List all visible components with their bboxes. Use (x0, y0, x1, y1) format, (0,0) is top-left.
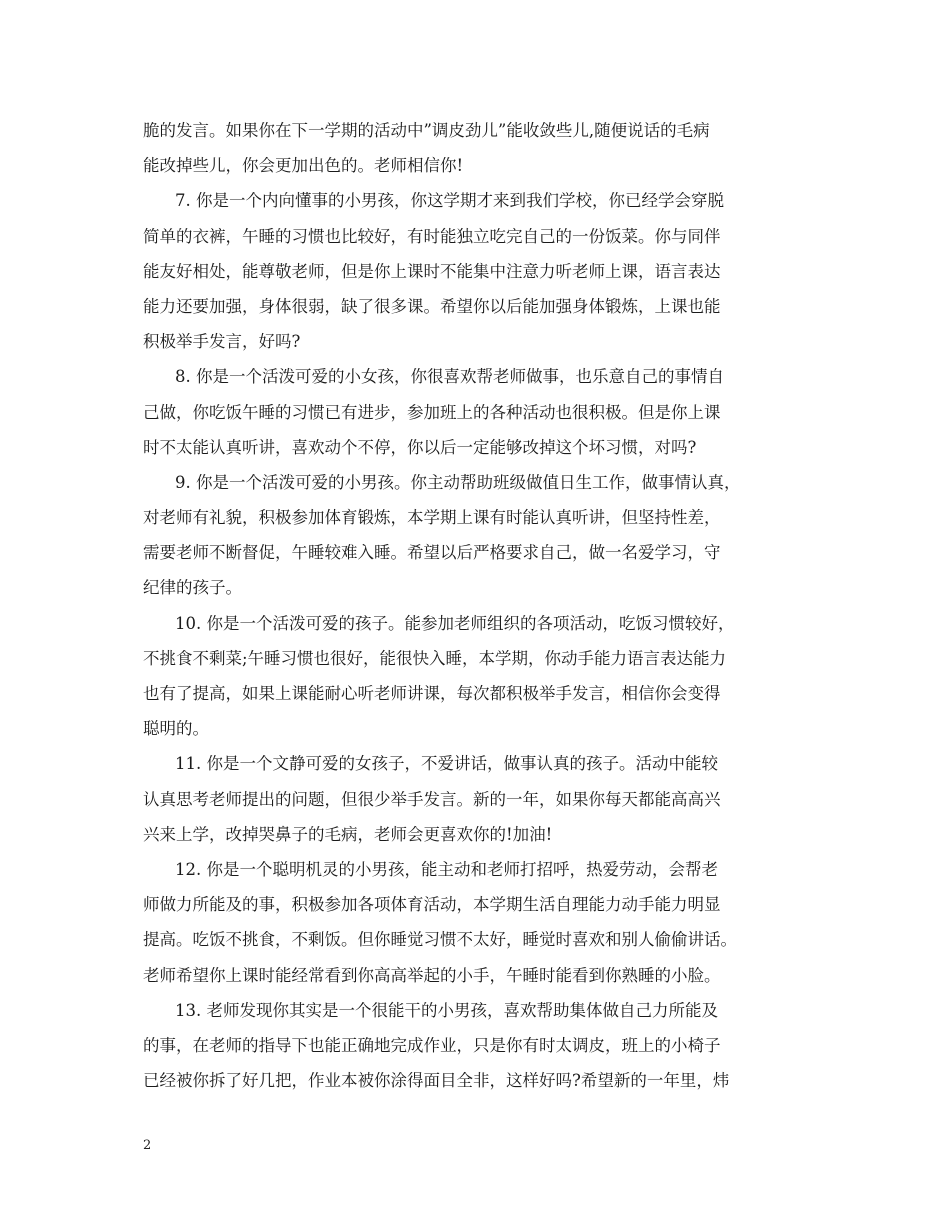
text-line: 兴来上学，改掉哭鼻子的毛病，老师会更喜欢你的!加油! (143, 824, 553, 844)
text-line: 需要老师不断督促，午睡较难入睡。希望以后严格要求自己，做一名爱学习，守 (143, 543, 721, 563)
text-line: 脆的发言。如果你在下一学期的活动中”调皮劲儿”能收敛些儿,随便说话的毛病 (143, 121, 710, 140)
page-number: 2 (143, 1138, 152, 1153)
text-line: 7. 你是一个内向懂事的小男孩，你这学期才来到我们学校，你已经学会穿脱 (175, 191, 724, 211)
text-line: 简单的衣裤，午睡的习惯也比较好，有时能独立吃完自己的一份饭菜。你与同伴 (143, 226, 721, 246)
text-line: 8. 你是一个活泼可爱的小女孩，你很喜欢帮老师做事，也乐意自己的事情自 (175, 367, 724, 387)
text-line: 师做力所能及的事，积极参加各项体育活动，本学期生活自理能力动手能力明显 (143, 895, 721, 915)
text-line: 提高。吃饭不挑食，不剩饭。但你睡觉习惯不太好，睡觉时喜欢和别人偷偷讲话。 (143, 930, 737, 950)
text-line: 老师希望你上课时能经常看到你高高举起的小手，午睡时能看到你熟睡的小脸。 (143, 965, 721, 985)
text-line: 纪律的孩子。 (143, 578, 242, 598)
text-line: 认真思考老师提出的问题，但很少举手发言。新的一年，如果你每天都能高高兴 (143, 789, 721, 809)
text-line: 己做，你吃饭午睡的习惯已有进步，参加班上的各种活动也很积极。但是你上课 (143, 402, 721, 422)
text-line: 11. 你是一个文静可爱的女孩子，不爱讲话，做事认真的孩子。活动中能较 (175, 754, 718, 774)
text-line: 时不太能认真听讲，喜欢动个不停，你以后一定能够改掉这个坏习惯，对吗? (143, 437, 697, 457)
document-body (143, 113, 823, 1098)
text-line: 10. 你是一个活泼可爱的孩子。能参加老师组织的各项活动，吃饭习惯较好， (175, 613, 735, 633)
text-line: 13. 老师发现你其实是一个很能干的小男孩，喜欢帮助集体做自己力所能及 (175, 1000, 718, 1020)
text-line: 9. 你是一个活泼可爱的小男孩。你主动帮助班级做值日生工作，做事情认真， (175, 472, 741, 492)
text-line: 能友好相处，能尊敬老师，但是你上课时不能集中注意力听老师上课，语言表达 (143, 261, 721, 281)
text-line: 不挑食不剩菜;午睡习惯也很好，能很快入睡，本学期，你动手能力语言表达能力 (143, 648, 727, 668)
text-line: 能力还要加强，身体很弱，缺了很多课。希望你以后能加强身体锻炼，上课也能 (143, 296, 721, 316)
text-line: 积极举手发言，好吗? (143, 332, 301, 352)
text-line: 的事，在老师的指导下也能正确地完成作业，只是你有时太调皮，班上的小椅子 (143, 1035, 721, 1055)
text-line: 也有了提高，如果上课能耐心听老师讲课，每次都积极举手发言，相信你会变得 (143, 684, 721, 703)
text-line: 12. 你是一个聪明机灵的小男孩，能主动和老师打招呼，热爱劳动，会帮老 (175, 859, 718, 879)
text-line: 对老师有礼貌，积极参加体育锻炼，本学期上课有时能认真听讲，但坚持性差， (143, 508, 721, 528)
text-line: 能改掉些儿，你会更加出色的。老师相信你! (143, 156, 464, 176)
text-line: 聪明的。 (143, 719, 209, 739)
text-line: 已经被你拆了好几把，作业本被你涂得面目全非，这样好吗?希望新的一年里，炜 (143, 1071, 730, 1091)
